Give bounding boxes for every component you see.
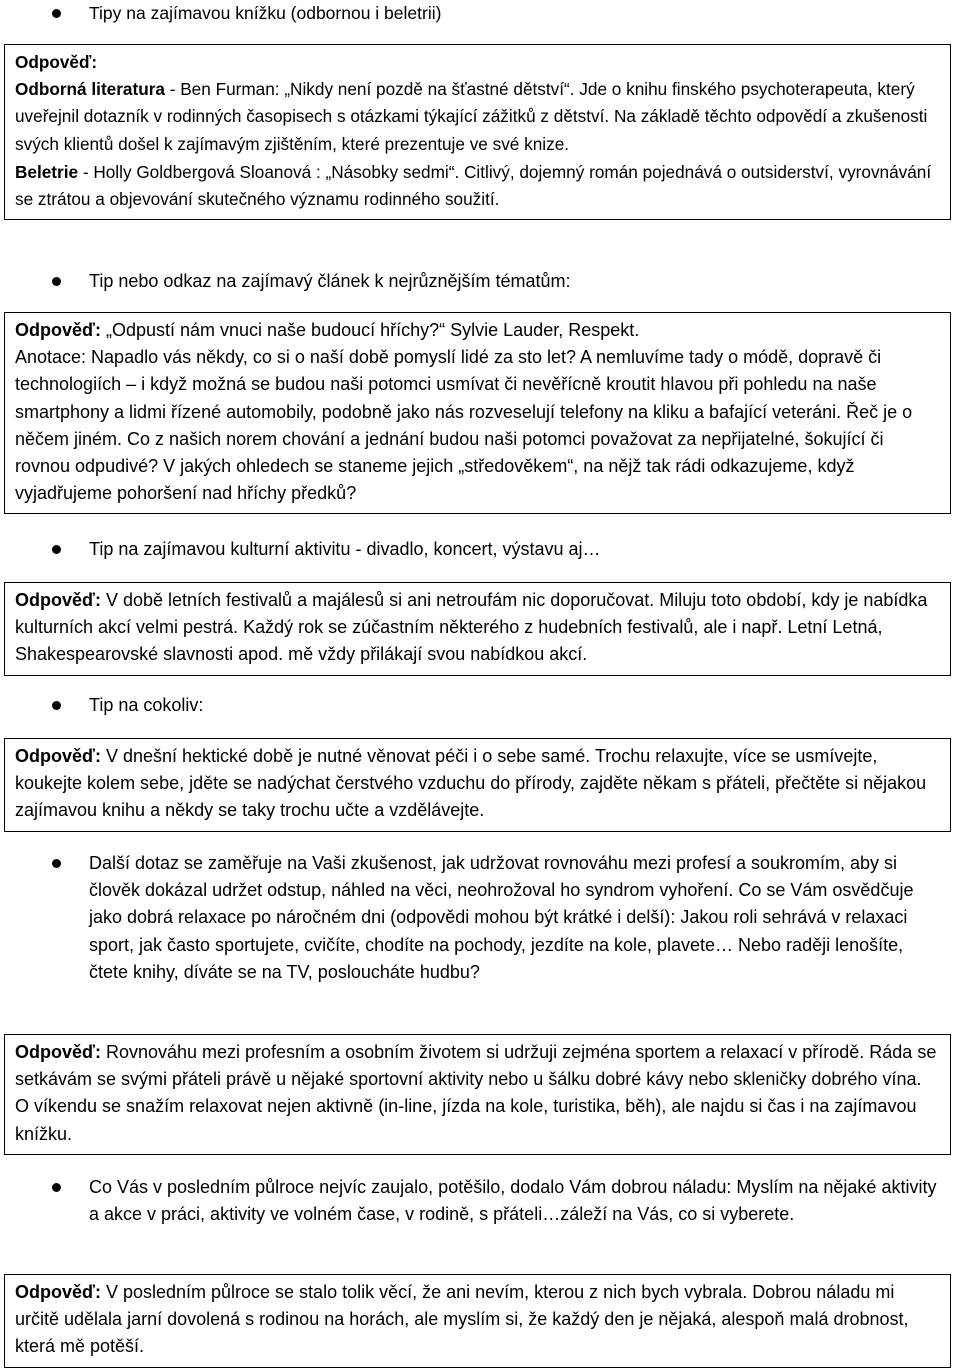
answer-box — [4, 738, 951, 832]
answer-label: Odpověď: — [15, 1282, 101, 1302]
answer-text: V době letních festivalů a majálesů si ani netroufám nic doporučovat. Miluju toto období, kdy je nabídka kulturních akcí velmi pestrá. Každý rok se zúčastním některého z hudebních festivalů, ale i např. Letní Letná, Shakespearovské slavnosti apod. mě vždy přilákají svou nabídkou akcí. — [15, 590, 928, 665]
answer-paragraph-annotation: Anotace: Napadlo vás někdy, co si o naší době pomyslí lidé za sto let? A nemluvíme tady o módě, dopravě či technologiích – i když možná se budou naši potomci usmívat či nevěřícně kroutit hlavou při pohledu na naše smartphony a lidmi řízené automobily, podobně jako nás rozveselují telefony na kliku a bafající veteráni. Řeč je o něčem jiném. Co z našich norem chování a jednání budou naši potomci považovat za nepřijatelné, šokující či rovnou odpudivé? V jakých ohledech se staneme jejich „středověkem“, na nějž tak rádi odkazujeme, když vyjadřujeme pohoršení nad hříchy předků? — [15, 347, 913, 504]
answer-label: Odpověď: — [15, 746, 101, 766]
answer-box — [4, 44, 951, 220]
answer-box — [4, 312, 951, 514]
answer-label: Odpověď: — [15, 320, 101, 340]
fiction-text: - Holly Goldbergová Sloanová : „Násobky sedmi“. Citlivý, dojemný román pojednává o outsiderství, vyrovnávání se ztrátou a objevování skutečného významu rodinného soužití. — [15, 161, 932, 210]
literature-label: Odborná literatura — [15, 79, 165, 100]
answer-label: Odpověď: — [15, 52, 98, 72]
question-text: Tipy na zajímavou knížku (odbornou i beletrii) — [89, 3, 442, 23]
answer-box — [4, 582, 951, 676]
answer-paragraph — [15, 1039, 940, 1148]
answer-label: Odpověď: — [15, 590, 101, 610]
answer-paragraph — [15, 317, 940, 344]
answer-paragraph — [15, 587, 940, 669]
bullet-icon — [52, 701, 61, 710]
answer-paragraph-fiction — [15, 159, 940, 213]
bullet-icon — [52, 277, 61, 286]
question-text: Tip na zajímavou kulturní aktivitu - divadlo, koncert, výstavu aj… — [89, 539, 601, 559]
answer-box — [4, 1034, 951, 1155]
answer-text: V posledním půlroce se stalo tolik věcí, že ani nevím, kterou z nich bych vybrala. Dobrou náladu mi určitě udělala jarní dovolená s rodinou na horách, ale myslím si, že každý den je nějaká, alespoň malá drobnost, která mě potěší. — [15, 1282, 909, 1357]
answer-paragraph-literature — [15, 76, 940, 158]
bullet-icon — [52, 1183, 61, 1192]
question-text: Tip nebo odkaz na zajímavý článek k nejrůznějším tématům: — [89, 271, 571, 291]
literature-text: - Ben Furman: „Nikdy není pozdě na šťastné dětství“. Jde o knihu finského psychoterapeuta, který uveřejnil dotazník v rodinných časopisech s otázkami týkající zážitků z dětství. Na základě těchto odpovědí a zkušenosti svých klientů došel k zajímavým zjištěním, které prezentuje ve své knize. — [15, 79, 928, 154]
bullet-icon — [52, 9, 61, 18]
answer-label: Odpověď: — [15, 1042, 101, 1062]
fiction-label: Beletrie — [15, 161, 79, 182]
question-text: Další dotaz se zaměřuje na Vaši zkušenost, jak udržovat rovnováhu mezi profesí a soukromím, aby si člověk dokázal udržet odstup, náhled na věci, neohrožoval ho syndrom vyhoření. Co se Vám osvědčuje jako dobrá relaxace po náročném dni (odpovědi mohou být krátké i delší): Jakou roli sehrává v relaxaci sport, jak často sportujete, cvičíte, chodíte na pochody, jezdíte na kole, plavete… Nebo raději lenošíte, čtete knihy, díváte se na TV, posloucháte hudbu? — [89, 853, 914, 982]
question-text: Tip na cokoliv: — [89, 695, 204, 715]
answer-text: „Odpustí nám vnuci naše budoucí hříchy?“ Sylvie Lauder, Respekt. — [100, 320, 640, 340]
answer-text: V dnešní hektické době je nutné věnovat péči i o sebe samé. Trochu relaxujte, více se usmívejte, koukejte kolem sebe, jděte se nadýchat čerstvého vzduchu do přírody, zajděte někam s přáteli, přečtěte si nějakou zajímavou knihu a někdy se taky trochu učte a vzdělávejte. — [15, 746, 927, 821]
answer-paragraph — [15, 743, 940, 825]
answer-box — [4, 1274, 951, 1368]
answer-paragraph — [15, 1279, 940, 1361]
bullet-icon — [52, 859, 61, 868]
bullet-icon — [52, 545, 61, 554]
answer-text: Rovnováhu mezi profesním a osobním životem si udržuji zejména sportem a relaxací v přírodě. Ráda se setkávám se svými přáteli právě u nějaké sportovní aktivity nebo u šálku dobré kávy nebo skleničky dobrého vína. O víkendu se snažím relaxovat nejen aktivně (in-line, jízda na kole, turistika, běh), ale najdu si čas i na zajímavou knížku. — [15, 1042, 937, 1144]
question-text: Co Vás v posledním půlroce nejvíc zaujalo, potěšilo, dodalo Vám dobrou náladu: Myslím na nějaké aktivity a akce v práci, aktivity ve volném čase, v rodině, s přáteli…záleží na Vás, co si vyberete. — [89, 1177, 937, 1225]
